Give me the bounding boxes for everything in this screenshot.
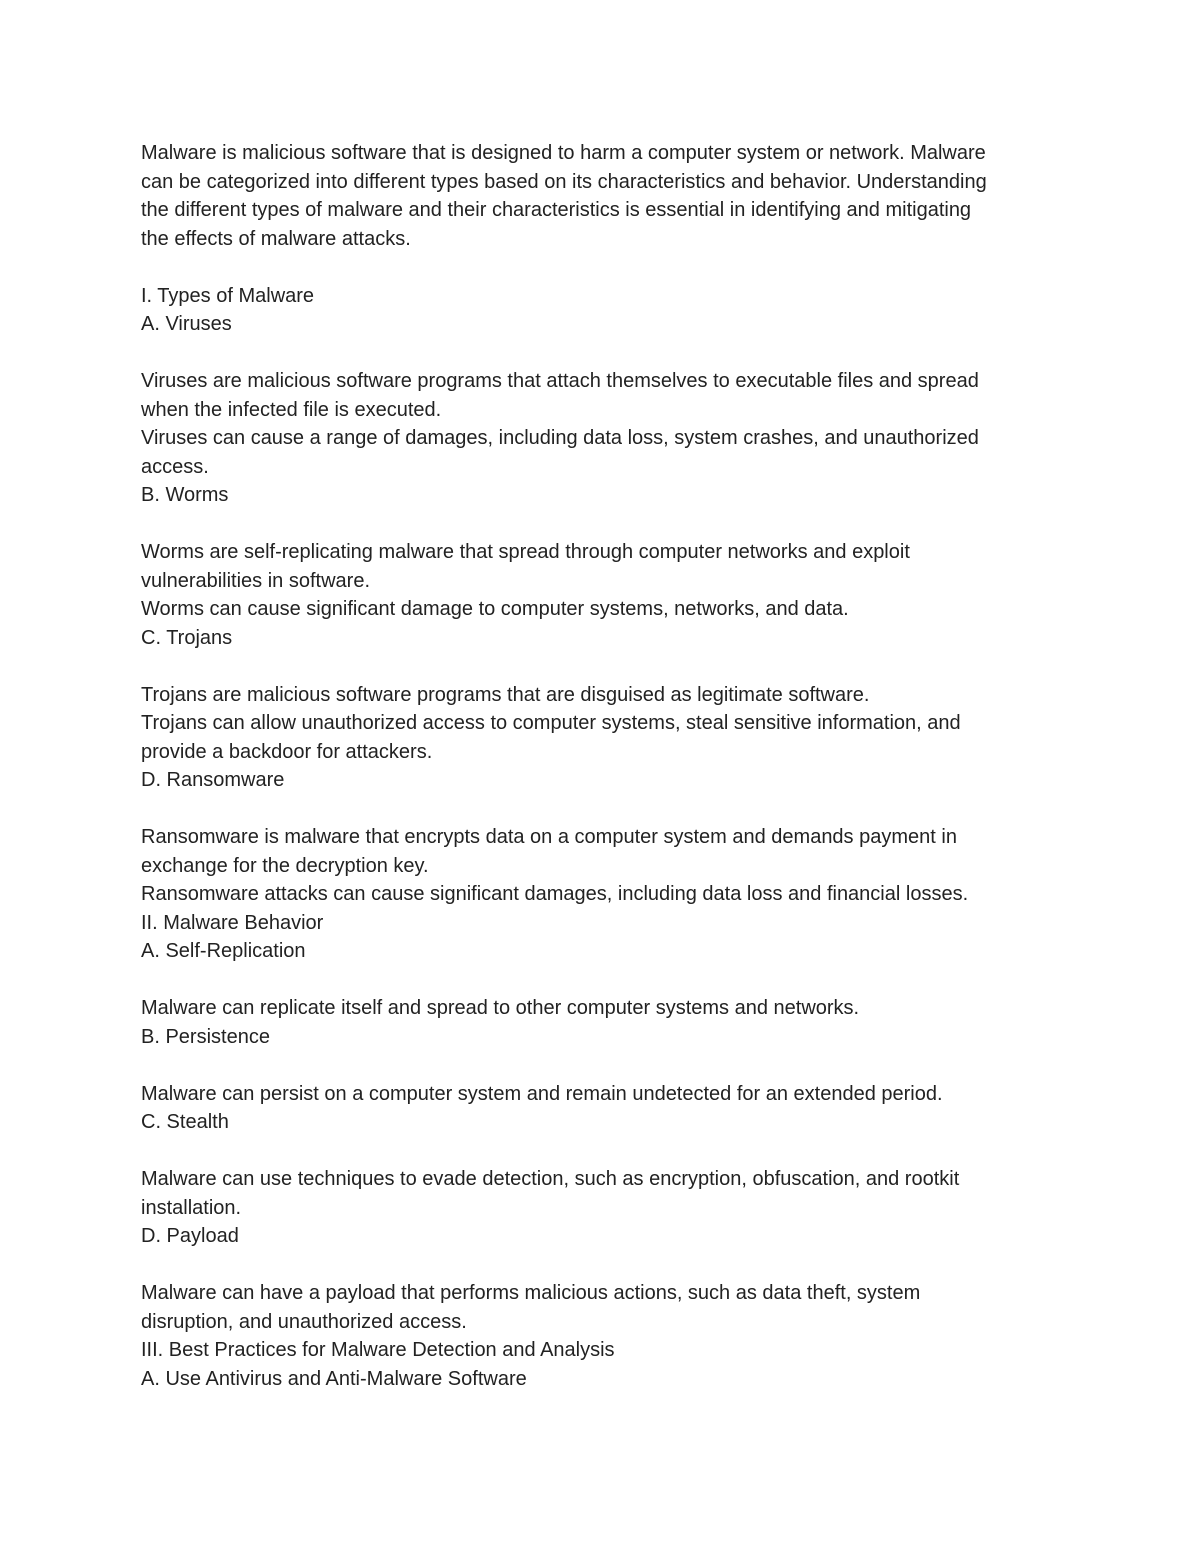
blank-line	[141, 1051, 1071, 1080]
blank-line	[141, 510, 1071, 539]
blank-line	[141, 795, 1071, 824]
worms-line: Worms are self-replicating malware that spread through computer networks and exploit	[141, 541, 910, 563]
ransomware-line: Ransomware attacks can cause significant damages, including data loss and financial losses.	[141, 883, 969, 905]
heading-trojans: C. Trojans	[141, 626, 233, 649]
heading-ransomware: D. Ransomware	[141, 769, 285, 791]
heading-worms: B. Worms	[141, 484, 229, 506]
blank-line	[141, 1137, 1071, 1166]
section-title-best-practices: III. Best Practices for Malware Detection and Analysis	[141, 1339, 615, 1361]
stealth-line: Malware can use techniques to evade detection, such as encryption, obfuscation, and rootkit	[141, 1168, 960, 1190]
blank-line	[141, 339, 1071, 368]
intro-line: can be categorized into different types based on its characteristics and behavior. Understanding	[141, 170, 987, 193]
intro-line: Malware is malicious software that is designed to harm a computer system or network. Malware	[141, 142, 986, 164]
viruses-line: Viruses can cause a range of damages, including data loss, system crashes, and unauthorized	[141, 427, 979, 449]
heading-self-replication: A. Self-Replication	[141, 940, 306, 962]
viruses-line: Viruses are malicious software programs that attach themselves to executable files and spread	[141, 370, 979, 392]
document-body	[141, 139, 1071, 1393]
self-replication-line: Malware can replicate itself and spread to other computer systems and networks.	[141, 997, 860, 1019]
payload-line: disruption, and unauthorized access.	[141, 1310, 467, 1333]
trojans-line: Trojans can allow unauthorized access to computer systems, steal sensitive information, and	[141, 712, 961, 734]
payload-line: Malware can have a payload that performs malicious actions, such as data theft, system	[141, 1282, 921, 1304]
worms-line: Worms can cause significant damage to computer systems, networks, and data.	[141, 598, 849, 620]
section-title-behavior: II. Malware Behavior	[141, 911, 324, 934]
blank-line	[141, 253, 1071, 282]
intro-line: the different types of malware and their characteristics is essential in identifying and mitigating	[141, 199, 972, 221]
intro-line: the effects of malware attacks.	[141, 227, 411, 250]
blank-line	[141, 652, 1071, 681]
trojans-line: provide a backdoor for attackers.	[141, 740, 433, 763]
heading-stealth: C. Stealth	[141, 1111, 229, 1133]
heading-viruses: A. Viruses	[141, 313, 232, 335]
trojans-line: Trojans are malicious software programs that are disguised as legitimate software.	[141, 683, 870, 706]
viruses-line: access.	[141, 455, 209, 478]
stealth-line: installation.	[141, 1196, 242, 1219]
worms-line: vulnerabilities in software.	[141, 569, 370, 592]
ransomware-line: Ransomware is malware that encrypts data on a computer system and demands payment in	[141, 826, 957, 848]
blank-line	[141, 1251, 1071, 1280]
heading-antivirus: A. Use Antivirus and Anti-Malware Software	[141, 1367, 527, 1390]
heading-payload: D. Payload	[141, 1225, 239, 1247]
heading-persistence: B. Persistence	[141, 1025, 270, 1048]
viruses-line: when the infected file is executed.	[141, 398, 442, 421]
persistence-line: Malware can persist on a computer system and remain undetected for an extended period.	[141, 1082, 943, 1105]
section-title-types: I. Types of Malware	[141, 284, 315, 307]
ransomware-line: exchange for the decryption key.	[141, 854, 429, 877]
blank-line	[141, 966, 1071, 995]
